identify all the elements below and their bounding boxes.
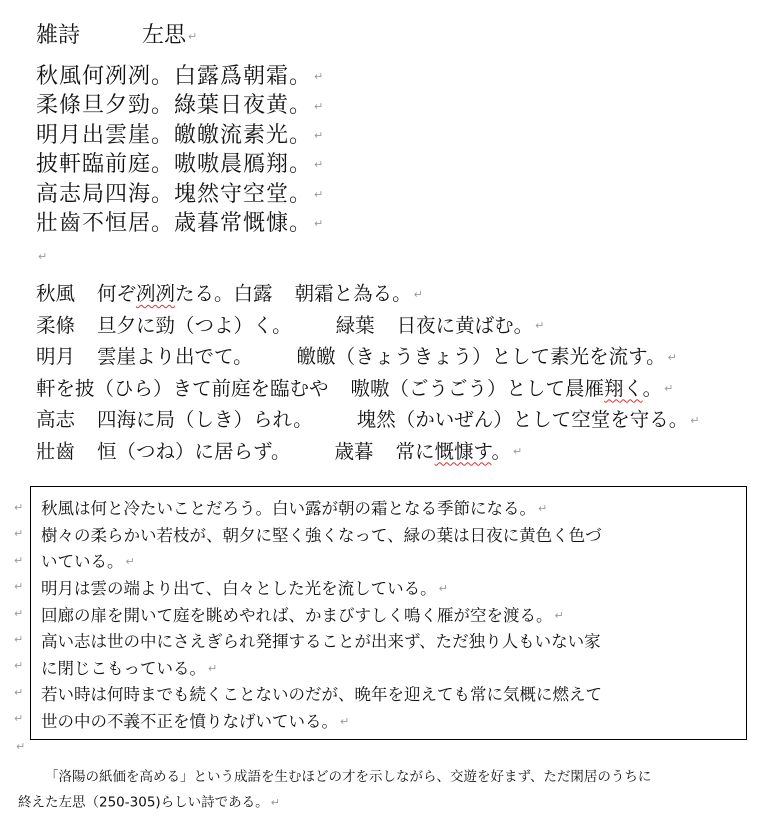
translation-line: 秋風は何と冷たいことだろう。白い露が朝の霜となる季節になる。 ↵ <box>41 499 548 518</box>
title-poem: 雑詩 <box>36 23 81 48</box>
paragraph-mark-icon: ↵ <box>690 413 700 427</box>
translation-line: 若い時は何時までも続くことないのだが、晩年を迎えても常に気概に燃えて <box>41 685 602 705</box>
kundoku-line: 秋風 何ぞ冽冽たる。白露 朝霜と為る。 ↵ <box>36 282 423 305</box>
paragraph-mark-icon: ↵ <box>14 606 24 620</box>
translation-box <box>30 486 747 740</box>
note-line: 「洛陽の紙価を高める」という成語を生むほどの才を示しながら、交遊を好まず、ただ閑居のうちに <box>45 769 652 785</box>
kundoku-reading <box>36 278 699 467</box>
paragraph-mark-icon: ↵ <box>314 217 325 231</box>
kundoku-line: 軒を披（ひら）きて前庭を臨むや 嗷嗷（ごうごう）として晨雁翔く。 ↵ <box>36 376 674 400</box>
spellcheck-underline: 翔く <box>604 376 643 400</box>
paragraph-mark-icon: ↵ <box>270 796 280 809</box>
poem-title <box>36 18 197 49</box>
author-note <box>18 765 758 816</box>
paragraph-mark-icon: ↵ <box>314 99 325 113</box>
spellcheck-underline: 冽冽 <box>136 282 176 305</box>
translation-line: に閉じこもっている。 ↵ <box>41 658 218 678</box>
paragraph-mark-icon: ↵ <box>667 350 677 364</box>
kundoku-line: 柔條 旦夕に勁（つよ）く。 緑葉 日夜に黄ばむ。 ↵ <box>36 313 545 337</box>
paragraph-mark-icon: ↵ <box>14 580 24 594</box>
paragraph-mark-icon: ↵ <box>16 740 26 753</box>
kundoku-line: 高志 四海に局（しき）られ。 塊然（かいぜん）として空堂を守る。 ↵ <box>36 408 700 431</box>
translation-line: 高い志は世の中にさえぎられ発揮することが出来ず、ただ独り人もいない家 <box>41 632 601 652</box>
paragraph-mark-icon: ↵ <box>14 553 24 567</box>
paragraph-mark-icon: ↵ <box>538 502 548 516</box>
empty-paragraph <box>36 248 47 264</box>
translation-line: 明月は雲の端より出て、白々とした光を流している。 ↵ <box>41 578 448 598</box>
paragraph-mark-icon: ↵ <box>340 715 350 729</box>
kundoku-line: 壯齒 恒（つね）に居らず。 歳暮 常に慨慷す。 ↵ <box>36 439 523 463</box>
kanbun-line: 高志局四海。塊然守空堂。 ↵ <box>36 181 325 207</box>
paragraph-mark-icon: ↵ <box>664 382 674 396</box>
left-margin-paragraph-marks <box>14 495 23 733</box>
paragraph-mark-icon: ↵ <box>14 633 24 647</box>
paragraph-mark-icon: ↵ <box>14 501 24 514</box>
translation-line: 回廊の扉を開いて庭を眺めやれば、かまびすしく鳴く雁が空を渡る。 ↵ <box>41 605 564 625</box>
paragraph-mark-icon: ↵ <box>314 187 325 201</box>
kanbun-line: 明月出雲崖。皦皦流素光。 ↵ <box>36 122 325 148</box>
kanbun-line: 壯齒不恒居。歳暮常慨慷。 ↵ <box>36 210 325 236</box>
paragraph-mark-icon: ↵ <box>125 555 135 569</box>
note-line: 終えた左思（250-305)らしい詩である。 ↵ <box>18 794 280 811</box>
paragraph-mark-icon: ↵ <box>314 70 325 84</box>
paragraph-mark-icon: ↵ <box>413 287 423 301</box>
kanbun-line: 秋風何冽冽。白露爲朝霜。 ↵ <box>36 64 325 89</box>
paragraph-mark-icon: ↵ <box>554 608 564 622</box>
kanbun-line: 柔條旦夕勁。綠葉日夜黄。 ↵ <box>36 93 325 119</box>
paragraph-mark-icon: ↵ <box>14 685 24 699</box>
spellcheck-underline: 慨慷す <box>434 439 492 463</box>
paragraph-mark-icon: ↵ <box>208 661 218 675</box>
title-author: 左思 <box>142 23 187 48</box>
paragraph-mark-icon: ↵ <box>14 712 24 726</box>
kanbun-original-text <box>36 62 324 238</box>
paragraph-mark-icon: ↵ <box>38 249 48 263</box>
paragraph-mark-icon: ↵ <box>188 29 198 43</box>
paragraph-mark-icon: ↵ <box>535 319 545 333</box>
translation-line: 樹々の柔らかい若枝が、朝夕に堅く強くなって、緑の葉は日夜に黄色く色づ <box>41 525 602 545</box>
paragraph-mark-icon: ↵ <box>438 582 448 596</box>
kundoku-line: 明月 雲崖より出でて。 皦皦（きょうきょう）として素光を流す。 ↵ <box>36 345 677 368</box>
translation-line: 世の中の不義不正を憤りなげいている。 ↵ <box>41 711 350 731</box>
paragraph-mark-icon: ↵ <box>14 527 24 541</box>
paragraph-mark-icon: ↵ <box>14 659 24 673</box>
paragraph-mark-icon: ↵ <box>512 445 523 459</box>
paragraph-mark-icon: ↵ <box>314 129 325 143</box>
kanbun-line: 披軒臨前庭。嗷嗷晨鴈翔。 ↵ <box>36 152 325 178</box>
paragraph-mark-icon: ↵ <box>314 158 325 172</box>
translation-line: いている。 ↵ <box>41 552 135 572</box>
